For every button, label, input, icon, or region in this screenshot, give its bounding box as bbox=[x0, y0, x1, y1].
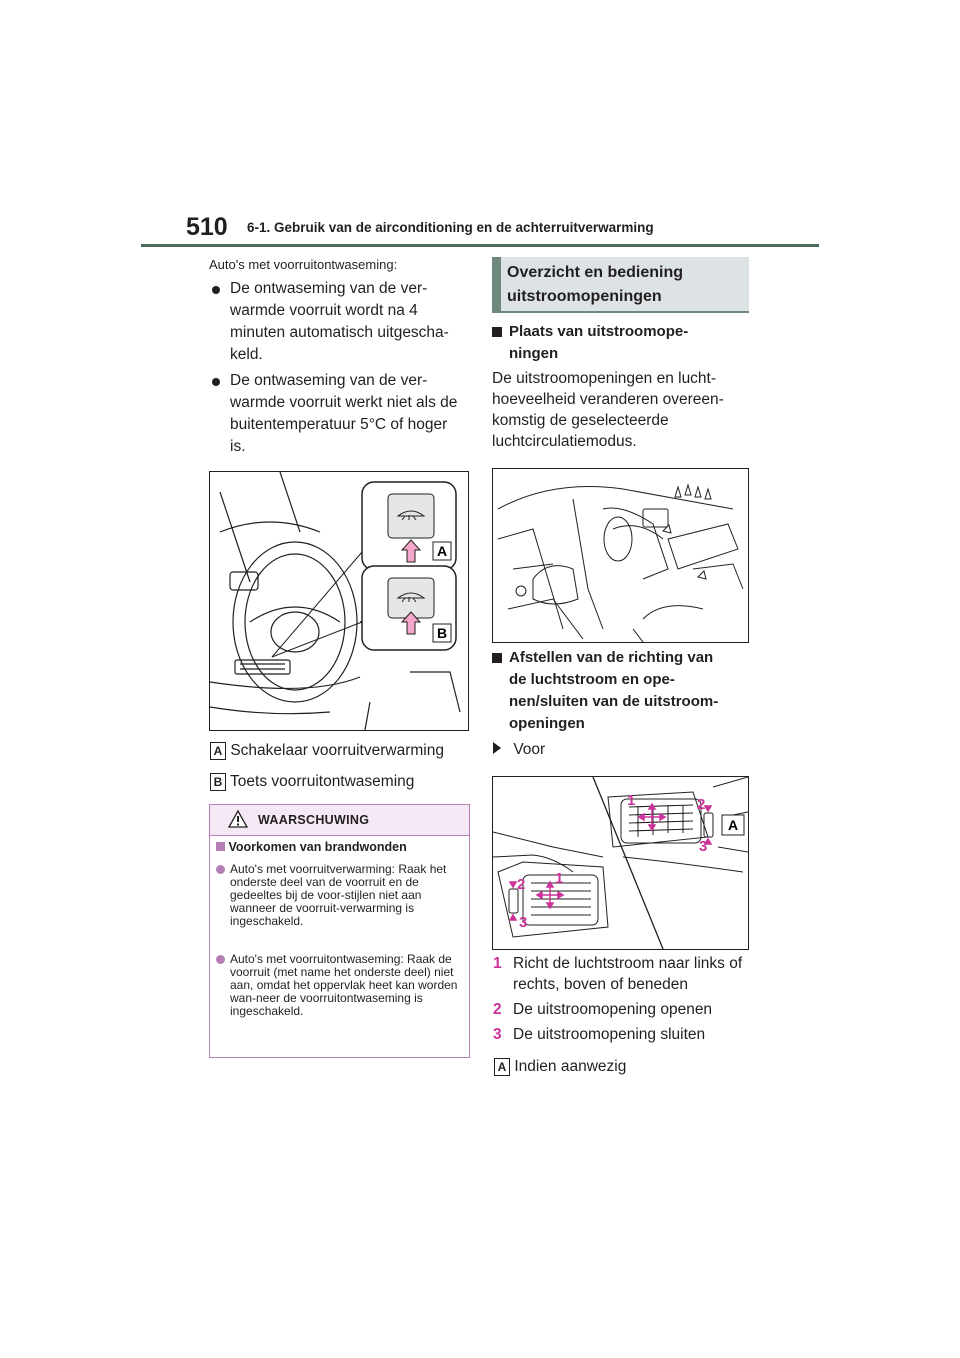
header-rule bbox=[141, 244, 819, 247]
warning-heading-text: Voorkomen van brandwonden bbox=[228, 840, 407, 854]
bullet-dot-icon bbox=[216, 955, 225, 964]
figure-tag-a: A bbox=[436, 543, 448, 559]
note-if-present bbox=[494, 1058, 626, 1076]
figure-tag-b: B bbox=[436, 625, 448, 641]
section-heading-rule bbox=[492, 311, 749, 313]
section-heading: Overzicht en bediening uitstroomopeningen bbox=[507, 264, 684, 305]
chapter-title: 6-1. Gebruik van de airconditioning en de achterruitverwarming bbox=[247, 220, 654, 235]
bullet-text: De ontwaseming van de ver-warmde voorruit werkt niet als de buitentemperatuur 5°C of hoger is. bbox=[230, 372, 458, 455]
warning-title: WAARSCHUWING bbox=[258, 813, 370, 827]
bullet-dot-icon bbox=[212, 286, 220, 294]
figure-number-3: 3 bbox=[699, 838, 708, 855]
square-bullet-icon bbox=[492, 653, 502, 663]
vent-adjust-illustration bbox=[492, 776, 749, 950]
step-number: 1 bbox=[493, 955, 502, 972]
figure-number-2: 2 bbox=[517, 876, 526, 893]
warning-header bbox=[210, 805, 469, 836]
dashboard-drawing bbox=[210, 472, 468, 730]
note-text: Indien aanwezig bbox=[514, 1058, 627, 1075]
figure-number-1: 1 bbox=[555, 870, 564, 887]
caption-tag: A bbox=[210, 742, 226, 760]
step-number: 3 bbox=[493, 1026, 502, 1043]
triangle-bullet-icon bbox=[493, 742, 501, 754]
subheading-text: Plaats van uitstroomope-ningen bbox=[509, 323, 689, 362]
caption-text: Schakelaar voorruitverwarming bbox=[230, 742, 444, 759]
bullet-dot-icon bbox=[216, 865, 225, 874]
figure-number-1: 1 bbox=[627, 792, 636, 809]
figure-number-2: 2 bbox=[697, 796, 706, 813]
bullet-text: De ontwaseming van de ver-warmde voorruit wordt na 4 minuten automatisch uitgescha-keld. bbox=[230, 280, 449, 363]
caption-b bbox=[210, 773, 414, 791]
warning-item-text: Auto's met voorruitontwaseming: Raak de voorruit (met name het onderste deel) niet aan, omdat het oppervlak heet kan worden wan-neer de voorruitontwaseming is ingeschakeld. bbox=[230, 952, 458, 1018]
caption-a bbox=[210, 742, 444, 760]
warning-item-text: Auto's met voorruitverwarming: Raak het onderste deel van de voorruit en de gedeeltes bij de voor-stijlen niet aan wanneer de voorruit-verwarming is ingeschakeld. bbox=[230, 862, 447, 928]
subheading-text: Afstellen van de richting van de luchtstroom en ope-nen/sluiten van de uitstroom-openingen bbox=[509, 649, 719, 732]
bullet-item bbox=[212, 370, 472, 460]
note-tag: A bbox=[494, 1058, 510, 1076]
vent-location-illustration bbox=[492, 468, 749, 643]
vent-drawing bbox=[493, 777, 748, 949]
step-text: De uitstroomopening openen bbox=[513, 1001, 713, 1018]
section-heading-bar bbox=[492, 257, 501, 311]
cabin-drawing bbox=[493, 469, 748, 642]
bullet-dot-icon bbox=[212, 378, 220, 386]
square-bullet-icon bbox=[216, 842, 225, 851]
step-text: De uitstroomopening sluiten bbox=[513, 1026, 706, 1043]
step-number: 2 bbox=[493, 1001, 502, 1018]
figure-number-3: 3 bbox=[519, 914, 528, 931]
caption-text: Toets voorruitontwaseming bbox=[230, 773, 415, 790]
warning-triangle-icon bbox=[228, 810, 248, 828]
front-label bbox=[493, 739, 545, 760]
body-paragraph: De uitstroomopeningen en lucht-hoeveelheid veranderen overeen-komstig de geselecteerde luchtcirculatiemodus. bbox=[492, 370, 724, 450]
warning-heading bbox=[216, 841, 407, 854]
defroster-switch-illustration bbox=[209, 471, 469, 731]
bullet-item bbox=[212, 278, 472, 368]
step-text: Richt de luchtstroom naar links of rechts, boven of beneden bbox=[513, 955, 743, 993]
front-label-text: Voor bbox=[513, 741, 546, 758]
lead-text: Auto's met voorruitontwaseming: bbox=[209, 257, 398, 272]
warning-box bbox=[209, 804, 470, 1058]
square-bullet-icon bbox=[492, 327, 502, 337]
page-number: 510 bbox=[186, 213, 228, 241]
figure-tag-a: A bbox=[727, 817, 739, 833]
caption-tag: B bbox=[210, 773, 226, 791]
